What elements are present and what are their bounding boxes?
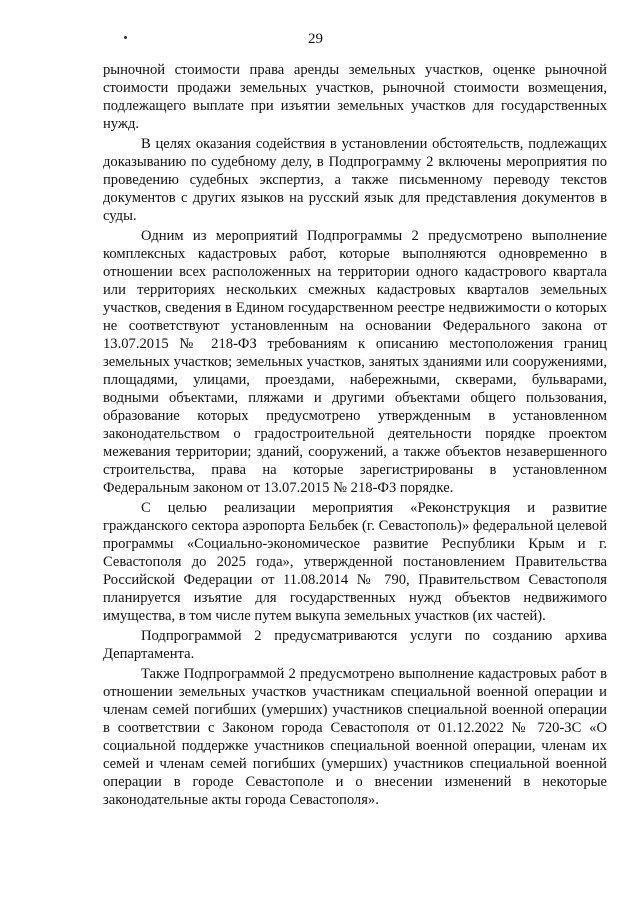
paragraph-svo-participants: Также Подпрограммой 2 предусмотрено выполнение кадастровых работ в отношении земельных участков участникам специальной военной операции и членам семей погибших (умерших) участников специальной военной операции в соответствии с Законом города Севастополя от 01.12.2022 № 720-ЗС «О социальной поддержке участников специальной военной операции, членам их семей и членам семей погибших (умерших) участников специальной военной операции в городе Севастополе и о внесении изменений в некоторые законодательные акты города Севастополя».	[103, 666, 607, 808]
page-number: 29	[308, 31, 323, 47]
document-body	[103, 61, 607, 809]
paragraph-archive: Подпрограммой 2 предусматриваются услуги по созданию архива Департамента.	[103, 628, 607, 662]
paragraph-cadastral-works: Одним из мероприятий Подпрограммы 2 предусмотрено выполнение комплексных кадастровых работ, которые выполняются одновременно в отношении всех расположенных на территории одного кадастрового квартала или территориях нескольких смежных кадастровых кварталов земельных участков, сведения в Едином государственном реестре недвижимости о которых не соответствуют установленным на основании Федерального закона от 13.07.2015 № 218-ФЗ требованиям к описанию местоположения границ земельных участков; земельных участков, занятых зданиями или сооружениями, площадями, улицами, проездами, набережными, скверами, бульварами, водными объектами, пляжами и другими объектами общего пользования, образование которых предусмотрено утвержденным в установленном законодательством о градостроительной деятельности порядке проектом межевания территории; зданий, сооружений, а также объектов незавершенного строительства, права на которые зарегистрированы в установленном Федеральным законом от 13.07.2015 № 218-ФЗ порядке.	[103, 228, 607, 496]
paragraph-continuation-valuation: рыночной стоимости права аренды земельных участков, оценке рыночной стоимости продажи земельных участков, рыночной стоимости возмещения, подлежащего выплате при изъятии земельных участков для государственных нужд.	[103, 62, 607, 132]
paragraph-belbek-airport: С целью реализации мероприятия «Реконструкция и развитие гражданского сектора аэропорта Бельбек (г. Севастополь)» федеральной целевой программы «Социально-экономическое развитие Республики Крым и г. Севастополя до 2025 года», утвержденной постановлением Правительства Российской Федерации от 11.08.2014 № 790, Правительством Севастополя планируется изъятие для государственных нужд объектов недвижимого имущества, в том числе путем выкупа земельных участков (их частей).	[103, 500, 607, 624]
paragraph-court-expertise: В целях оказания содействия в установлении обстоятельств, подлежащих доказыванию по судебному делу, в Подпрограмму 2 включены мероприятия по проведению судебных экспертиз, а также письменному переводу текстов документов с других языков на русский язык для представления документов в суды.	[103, 136, 607, 224]
